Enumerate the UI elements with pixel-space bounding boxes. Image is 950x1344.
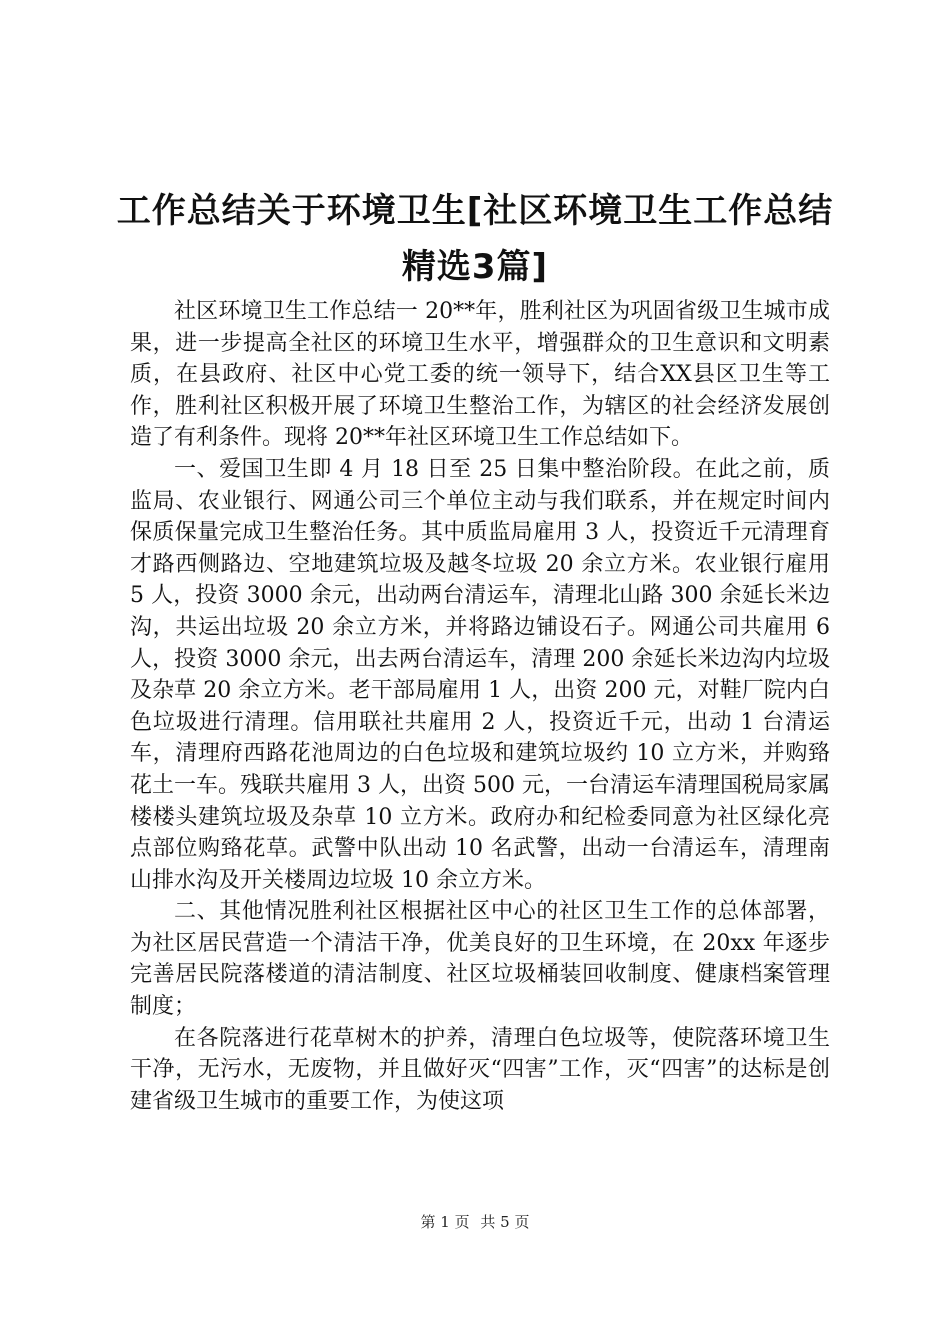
page-total: 共 5 页	[480, 1213, 530, 1231]
paragraph-intro: 社区环境卫生工作总结一 20**年，胜利社区为巩固省级卫生城市成果，进一步提高全社区的环境卫生水平，增强群众的卫生意识和文明素质，在县政府、社区中心党工委的统一领导下，结合XX县区卫生等工作，胜利社区积极开展了环境卫生整治工作，为辖区的社会经济发展创造了有利条件。现将 20**年社区环境卫生工作总结如下。	[130, 299, 830, 451]
document-title: 工作总结关于环境卫生[社区环境卫生工作总结精选3篇]	[116, 191, 834, 287]
page-number: 第 1 页	[420, 1213, 470, 1231]
paragraph-section-one: 一、爱国卫生即 4 月 18 日至 25 日集中整治阶段。在此之前，质监局、农业银行、网通公司三个单位主动与我们联系，并在规定时间内保质保量完成卫生整治任务。其中质监局雇用 3 人，投资近千元清理育才路西侧路边、空地建筑垃圾及越冬垃圾 20 余立方米。农业银行雇用 5 人，投资 3000 余元，出动两台清运车，清理北山路 300 余延长米边沟，共运出垃圾 20 余立方米，并将路边铺设石子。网通公司共雇用 6 人，投资 3000 余元，出去两台清运车，清理 200 余延长米边沟内垃圾及杂草 20 余立方米。老干部局雇用 1 人，出资 200 元，对鞋厂院内白色垃圾进行清理。信用联社共雇用 2 人，投资近千元，出动 1 台清运车，清理府西路花池周边的白色垃圾和建筑垃圾约 10 立方米，并购臵花土一车。残联共雇用 3 人，出资 500 元，一台清运车清理国税局家属楼楼头建筑垃圾及杂草 10 立方米。政府办和纪检委同意为社区绿化亮点部位购臵花草。武警中队出动 10 名武警，出动一台清运车，清理南山排水沟及开关楼周边垃圾 10 余立方米。	[130, 456, 830, 893]
paragraph-section-two: 二、其他情况胜利社区根据社区中心的社区卫生工作的总体部署，为社区居民营造一个清洁干净，优美良好的卫生环境，在 20xx 年逐步完善居民院落楼道的清洁制度、社区垃圾桶装回收制度、健康档案管理制度；	[130, 899, 830, 1020]
paragraph-continuation: 在各院落进行花草树木的护养，清理白色垃圾等，使院落环境卫生干净，无污水，无废物，并且做好灭“四害”工作，灭“四害”的达标是创建省级卫生城市的重要工作，为使这项	[130, 1025, 830, 1114]
page-footer	[0, 1212, 950, 1232]
document-body	[130, 296, 830, 1117]
